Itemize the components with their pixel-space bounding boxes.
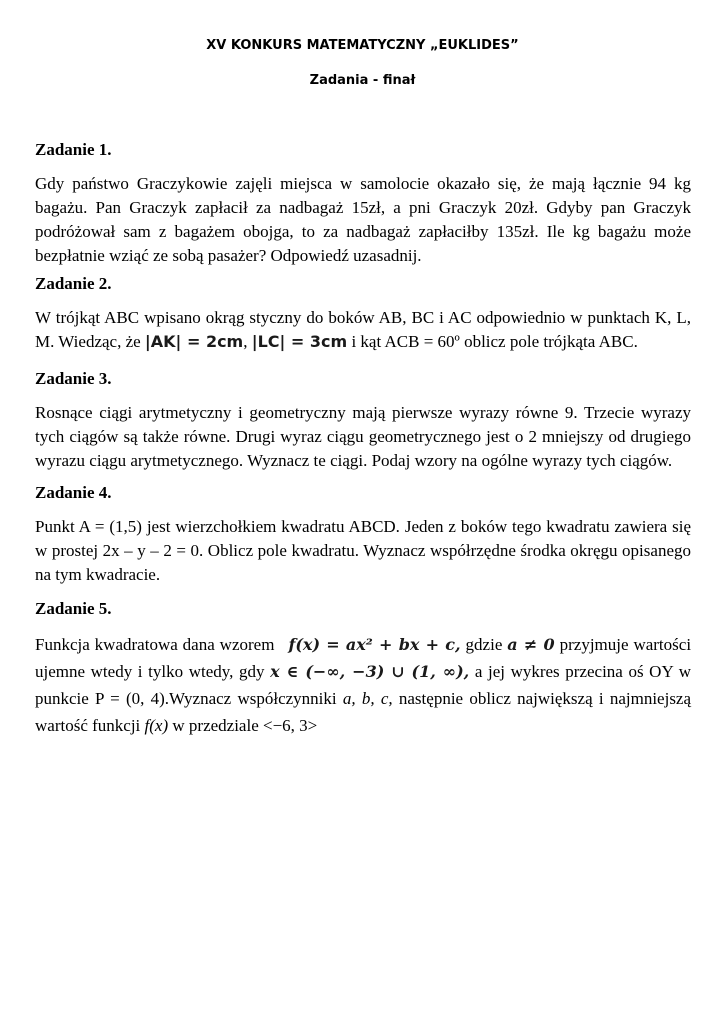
task-title: Zadanie 5.	[35, 599, 112, 618]
task-text-part: W trójkąt ABC wpisano okrąg styczny do boków AB, BC i AC odpowiednio w punktach K, L, M. Wiedząc, że	[35, 308, 691, 351]
task-text: Rosnące ciągi arytmetyczny i geometryczny mają pierwsze wyrazy równe 9. Trzecie wyrazy tych ciągów są także równe. Drugi wyraz ciągu geometrycznego jest o 2 mniejszy od drugiego wyrazu ciągu arytmetycznego. Wyznacz te ciągi. Podaj wzory na ogólne wyrazy tych ciągów.	[35, 403, 691, 470]
coefficients: a, b, c,	[342, 689, 393, 708]
formula-interval: x ∈ (−∞, −3) ∪ (1, ∞),	[270, 662, 470, 681]
task-5	[35, 597, 691, 739]
task-2	[35, 272, 691, 354]
task-text-part: a jej wykres przecina oś OY w punkcie P = (0, 4).Wyznacz współczynniki	[35, 662, 691, 708]
task-text-part: Funkcja kwadratowa dana wzorem	[35, 635, 275, 654]
document-title: XV KONKURS MATEMATYCZNY „EUKLIDES”	[206, 38, 519, 53]
task-text-part: przyjmuje wartości ujemne wtedy i tylko wtedy, gdy	[35, 635, 692, 681]
task-title: Zadanie 3.	[35, 369, 112, 388]
task-title: Zadanie 1.	[35, 140, 112, 159]
task-text	[35, 306, 691, 354]
task-text-part: gdzie	[465, 635, 503, 654]
task-1	[35, 138, 691, 268]
task-text-part: następnie oblicz największą i najmniejszą wartość funkcji	[35, 689, 692, 735]
task-text: Gdy państwo Graczykowie zajęli miejsca w samolocie okazało się, że mają łącznie 94 kg bagażu. Pan Graczyk zapłacił za nadbagaż 15zł, a pni Graczyk 20zł. Gdyby pan Graczyk podróżował sam z bagażem obojga, to za nadbagaż zapłaciłby 135zł. Ile kg bagażu może bezpłatnie wziąć ze sobą pasażer? Odpowiedź uzasadnij.	[35, 174, 691, 265]
document-subtitle: Zadania - finał	[309, 73, 416, 88]
task-title: Zadanie 2.	[35, 274, 112, 293]
formula-a-nonzero: a ≠ 0	[507, 635, 555, 654]
task-4	[35, 481, 691, 587]
task-text	[35, 631, 691, 739]
formula-quadratic: f(x) = ax² + bx + c,	[288, 635, 461, 654]
formula-ak: |AK| = 2cm	[144, 332, 244, 351]
function-name: f(x)	[144, 716, 169, 735]
task-3	[35, 367, 691, 473]
task-text-part: w przedziale <−6, 3>	[172, 716, 318, 735]
task-title: Zadanie 4.	[35, 483, 112, 502]
comma: ,	[243, 332, 248, 351]
formula-lc: |LC| = 3cm	[251, 332, 348, 351]
task-text-part: i kąt ACB = 60º oblicz pole trójkąta ABC.	[351, 332, 638, 351]
task-text: Punkt A = (1,5) jest wierzchołkiem kwadratu ABCD. Jeden z boków tego kwadratu zawiera się w prostej 2x – y – 2 = 0. Oblicz pole kwadratu. Wyznacz współrzędne środka okręgu opisanego na tym kwadracie.	[35, 517, 691, 584]
